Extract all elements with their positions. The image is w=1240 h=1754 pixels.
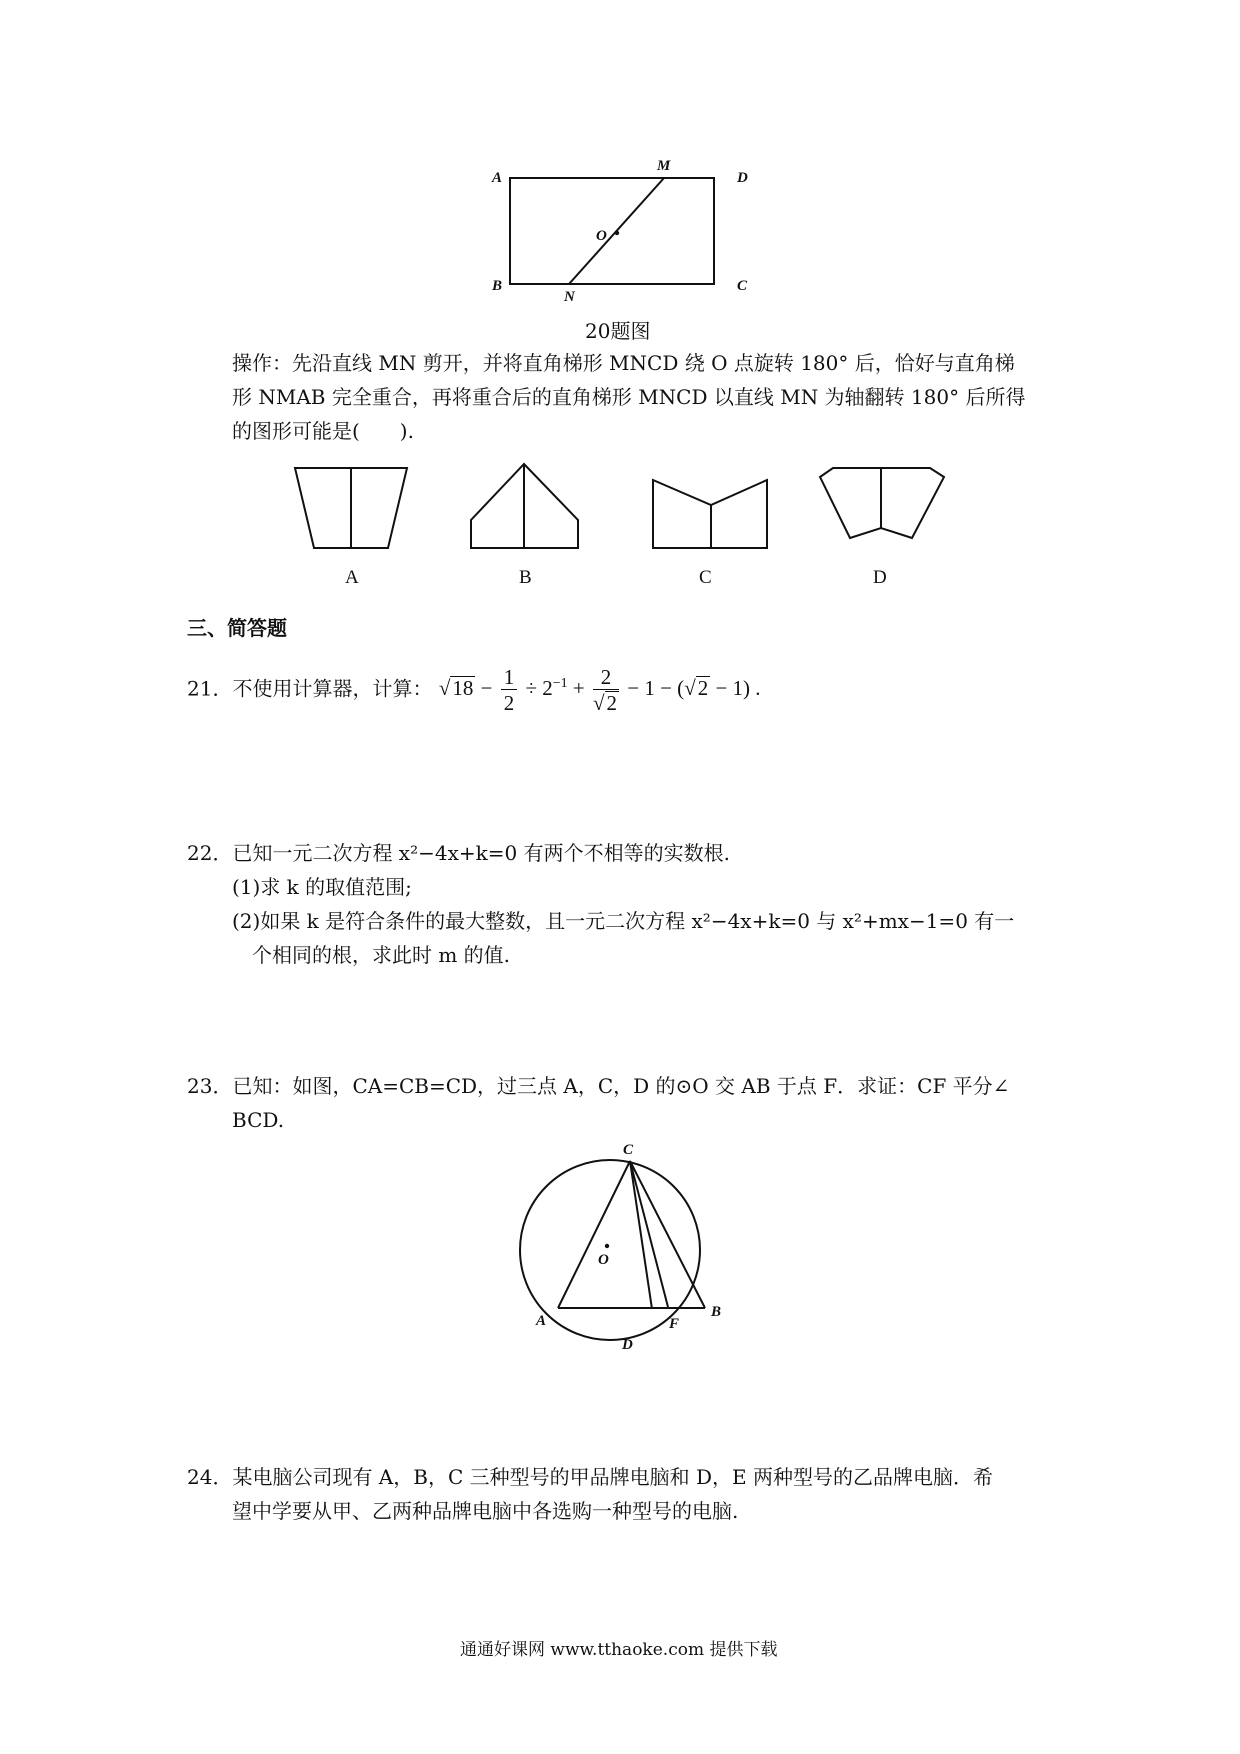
q21-tail-1: − 1 − (	[627, 676, 685, 701]
q20-line-1: 操作：先沿直线 MN 剪开，并将直角梯形 MNCD 绕 O 点旋转 180° 后，恰好与直角梯	[232, 351, 1015, 375]
q22-line-3: (2)如果 k 是符合条件的最大整数，且一元二次方程 x²−4x+k=0 与 x²+mx−1=0 有一	[232, 909, 1015, 933]
q21-sqrt2: 2	[697, 676, 709, 701]
q21-prefix: 21．不使用计算器，计算：	[187, 676, 433, 701]
q21-math: √18 − $\frac{1}{2}$ ÷ $2^{-1}$ + $\frac{2}{√2}$ − 1 − (√2 − 1) .	[438, 665, 761, 715]
figure-20	[480, 155, 760, 315]
q20-line-2: 形 NMAB 完全重合，再将重合后的直角梯形 MNCD 以直线 MN 为轴翻转 180° 后所得	[232, 385, 1026, 409]
option-C-shape	[645, 460, 775, 550]
fig20-label-N: N	[564, 289, 575, 305]
option-B-shape	[465, 460, 595, 550]
q22-line-1: 22．已知一元二次方程 x²−4x+k=0 有两个不相等的实数根.	[187, 841, 730, 865]
option-A-label: A	[345, 567, 359, 588]
q21-fraction-half	[501, 665, 518, 716]
fig20-label-O: O	[596, 228, 607, 244]
q24-line-2: 望中学要从甲、乙两种品牌电脑中各选购一种型号的电脑.	[232, 1499, 739, 1523]
q21-tail-2: − 1) .	[715, 676, 761, 701]
q21-fraction-two	[593, 665, 619, 716]
q21-two-den: √2	[592, 691, 617, 715]
q21-plus: +	[572, 676, 585, 701]
fig20-caption: 20题图	[585, 319, 651, 343]
fig20-label-B: B	[492, 278, 503, 294]
q21-sqrt18: 18	[452, 676, 474, 701]
option-D-label: D	[873, 567, 887, 588]
q21-two-num: 2	[593, 665, 619, 690]
q20-line-3: 的图形可能是( ).	[232, 419, 414, 443]
q21-two-den-radicand: 2	[606, 691, 617, 715]
q23-line-1: 23．已知：如图，CA=CB=CD，过三点 A，C，D 的⊙O 交 AB 于点 F．求证：CF 平分∠	[187, 1074, 1010, 1098]
fig20-label-A: A	[492, 170, 503, 186]
q23-line-2: BCD.	[232, 1108, 285, 1132]
q21-exponent: −1	[552, 676, 568, 692]
fig23-label-C: C	[623, 1142, 634, 1158]
fig23-label-O: O	[598, 1252, 609, 1268]
option-A-shape	[290, 460, 420, 550]
fig20-label-D: D	[737, 170, 748, 186]
q21-div: ÷ 2	[525, 676, 553, 701]
fig20-label-M: M	[657, 158, 671, 174]
section-heading: 三、简答题	[187, 616, 287, 640]
option-D-shape	[815, 460, 955, 550]
fig23-label-D: D	[622, 1337, 633, 1353]
fig23-label-A: A	[536, 1313, 547, 1329]
q22-line-4: 个相同的根，求此时 m 的值.	[252, 943, 511, 967]
q24-line-1: 24．某电脑公司现有 A，B，C 三种型号的甲品牌电脑和 D，E 两种型号的乙品牌电脑．希	[187, 1465, 993, 1489]
q21-expression	[187, 665, 761, 716]
option-B-label: B	[519, 567, 532, 588]
page-footer: 通通好课网 www.tthaoke.com 提供下载	[460, 1640, 778, 1660]
q22-line-2: (1)求 k 的取值范围;	[232, 875, 412, 899]
fig23-label-B: B	[711, 1304, 722, 1320]
q21-half-den: 2	[503, 691, 515, 715]
q21-half-num: 1	[501, 665, 518, 690]
option-C-label: C	[699, 567, 712, 588]
fig23-label-F: F	[669, 1316, 680, 1332]
fig20-label-C: C	[737, 278, 748, 294]
